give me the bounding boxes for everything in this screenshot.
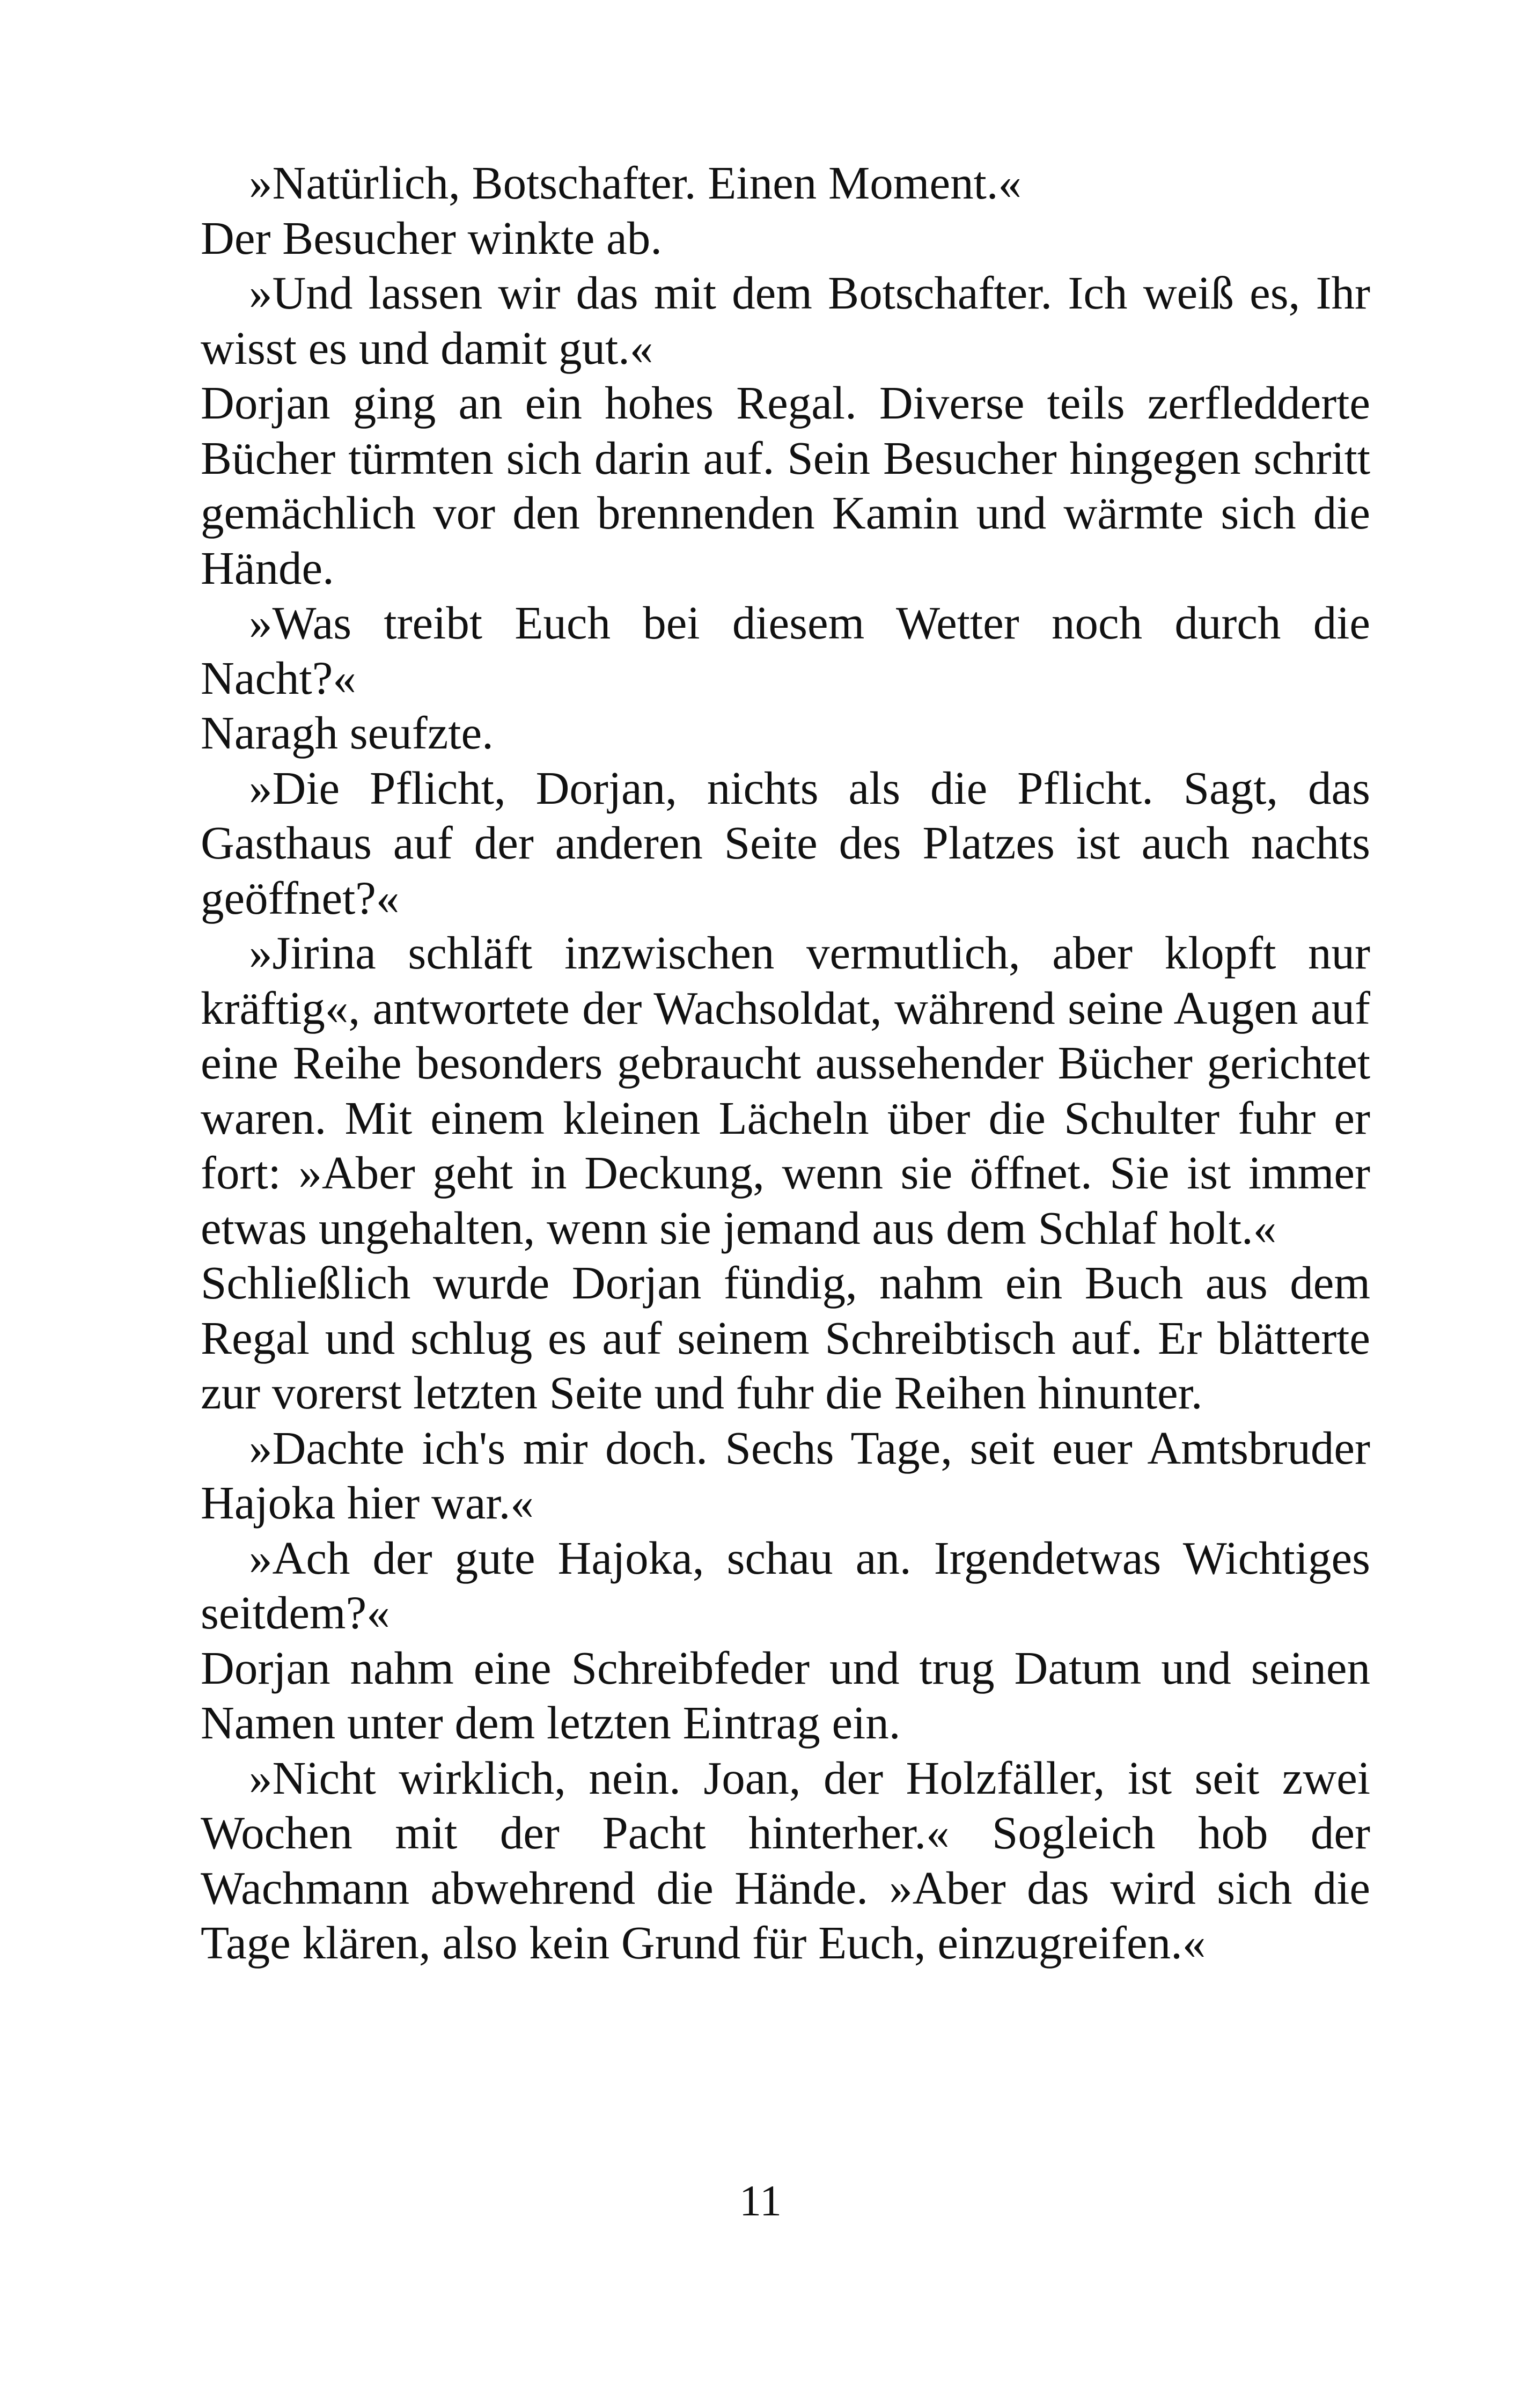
paragraph: »Nicht wirklich, nein. Joan, der Holzfäller, ist seit zwei Wochen mit der Pacht hinterher.« Sogleich hob der Wachmann abwehrend die Hände. »Aber das wird sich die Tage klären, also kein Grund für Euch, einzugreifen.«: [201, 1751, 1370, 1969]
paragraph: »Was treibt Euch bei diesem Wetter noch durch die Nacht?«: [201, 597, 1370, 704]
paragraph: Dorjan ging an ein hohes Regal. Diverse teils zerfledderte Bücher türmten sich darin auf. Sein Besucher hingegen schritt gemächlich vor den brennenden Kamin und wärmte sich die Hände.: [201, 377, 1370, 594]
paragraph: »Ach der gute Hajoka, schau an. Irgendetwas Wichtiges seitdem?«: [201, 1531, 1370, 1639]
paragraph: »Und lassen wir das mit dem Botschafter. Ich weiß es, Ihr wisst es und damit gut.«: [201, 267, 1370, 374]
paragraph: »Die Pflicht, Dorjan, nichts als die Pflicht. Sagt, das Gasthaus auf der anderen Seite des Platzes ist auch nachts geöffnet?«: [201, 761, 1370, 924]
paragraph: »Jirina schläft inzwischen vermutlich, aber klopft nur kräftig«, antwortete der Wachsoldat, während seine Augen auf eine Reihe besonders gebraucht aussehender Bücher gerichtet waren. Mit einem kleinen Lächeln über die Schulter fuhr er fort: »Aber geht in Deckung, wenn sie öffnet. Sie ist immer etwas ungehalten, wenn sie jemand aus dem Schlaf holt.«: [201, 927, 1370, 1254]
paragraph: Der Besucher winkte ab.: [201, 211, 663, 264]
paragraph: »Natürlich, Botschafter. Einen Moment.«: [249, 157, 1022, 209]
paragraph: Dorjan nahm eine Schreibfeder und trug Datum und seinen Namen unter dem letzten Eintrag ein.: [201, 1641, 1370, 1749]
paragraph: Naragh seufzte.: [201, 707, 494, 759]
page-number: 11: [739, 2176, 782, 2225]
body-text: [201, 156, 1370, 1971]
paragraph: »Dachte ich's mir doch. Sechs Tage, seit euer Amtsbruder Hajoka hier war.«: [201, 1421, 1370, 1529]
paragraph: Schließlich wurde Dorjan fündig, nahm ein Buch aus dem Regal und schlug es auf seinem Schreibtisch auf. Er blätterte zur vorerst letzten Seite und fuhr die Reihen hinunter.: [201, 1257, 1370, 1419]
